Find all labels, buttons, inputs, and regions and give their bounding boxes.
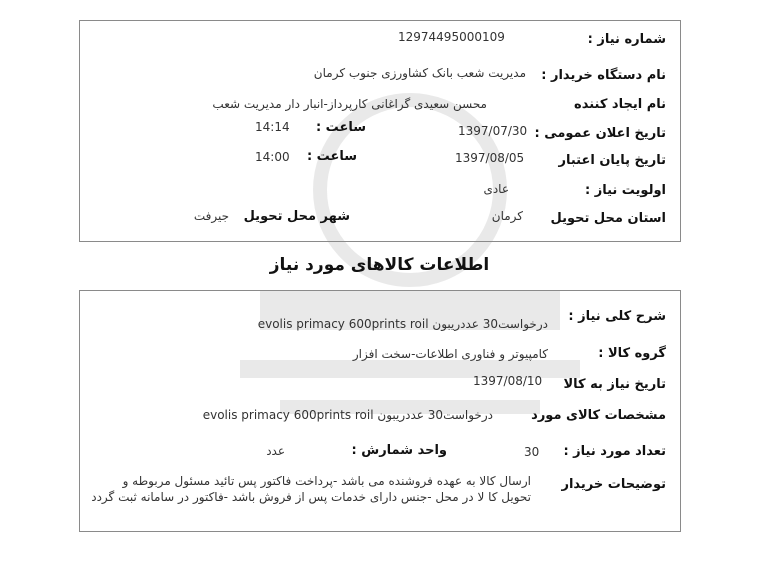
need-date-label: تاریخ نیاز به کالا: [563, 377, 666, 392]
specs-value: درخواست30 عددریبون evolis primacy 600prints roil: [202, 408, 493, 422]
unit-value: عدد: [266, 444, 285, 458]
priority-value: عادی: [483, 182, 509, 196]
creator-label: نام ایجاد کننده: [574, 97, 666, 112]
group-value: کامپیوتر و فناوری اطلاعات-سخت افزار: [352, 347, 548, 361]
notes-value: ارسال کالا به عهده فروشنده می باشد -پرداخت فاکتور پس تائید مسئول مربوطه و تحویل کا لا در محل -جنس دارای خدمات پس از فروش باشد -فاکتور در سامانه ثبت گردد: [91, 474, 531, 504]
validity-time-value: 14:00: [255, 150, 290, 164]
unit-label: واحد شمارش :: [351, 443, 447, 458]
validity-time-label: ساعت :: [306, 149, 357, 164]
specs-label: مشخصات کالای مورد: [531, 408, 666, 423]
need-date-value: 1397/08/10: [473, 374, 543, 388]
province-label: استان محل تحویل: [550, 211, 666, 226]
summary-label: شرح کلی نیاز :: [568, 309, 666, 324]
province-value: کرمان: [491, 209, 523, 223]
notes-label: توضیحات خریدار: [561, 477, 666, 492]
city-value: جیرفت: [193, 209, 229, 223]
summary-value: درخواست30 عددریبون evolis primacy 600prints roil: [257, 317, 548, 331]
buyer-label: نام دستگاه خریدار :: [541, 68, 666, 83]
section-title: اطلاعات کالاهای مورد نیاز: [269, 255, 490, 275]
validity-date-value: 1397/08/05: [455, 151, 525, 165]
buyer-value: مدیریت شعب بانک کشاورزی جنوب کرمان: [313, 66, 526, 80]
need-number-value: 12974495000109: [398, 30, 505, 44]
validity-date-label: تاریخ پایان اعتبار: [558, 153, 666, 168]
announce-date-label: تاریخ اعلان عمومی :: [534, 126, 666, 141]
priority-label: اولویت نیاز :: [584, 183, 666, 198]
group-label: گروه کالا :: [598, 346, 666, 361]
creator-value: محسن سعیدی گراغانی کارپرداز-انبار دار مدیریت شعب: [212, 97, 487, 111]
announce-time-value: 14:14: [255, 120, 290, 134]
need-number-label: شماره نیاز :: [587, 32, 666, 47]
qty-value: 30: [524, 445, 540, 459]
qty-label: تعداد مورد نیاز :: [563, 444, 666, 459]
city-label: شهر محل تحویل: [243, 209, 350, 224]
announce-date-value: 1397/07/30: [458, 124, 528, 138]
announce-time-label: ساعت :: [315, 120, 366, 135]
